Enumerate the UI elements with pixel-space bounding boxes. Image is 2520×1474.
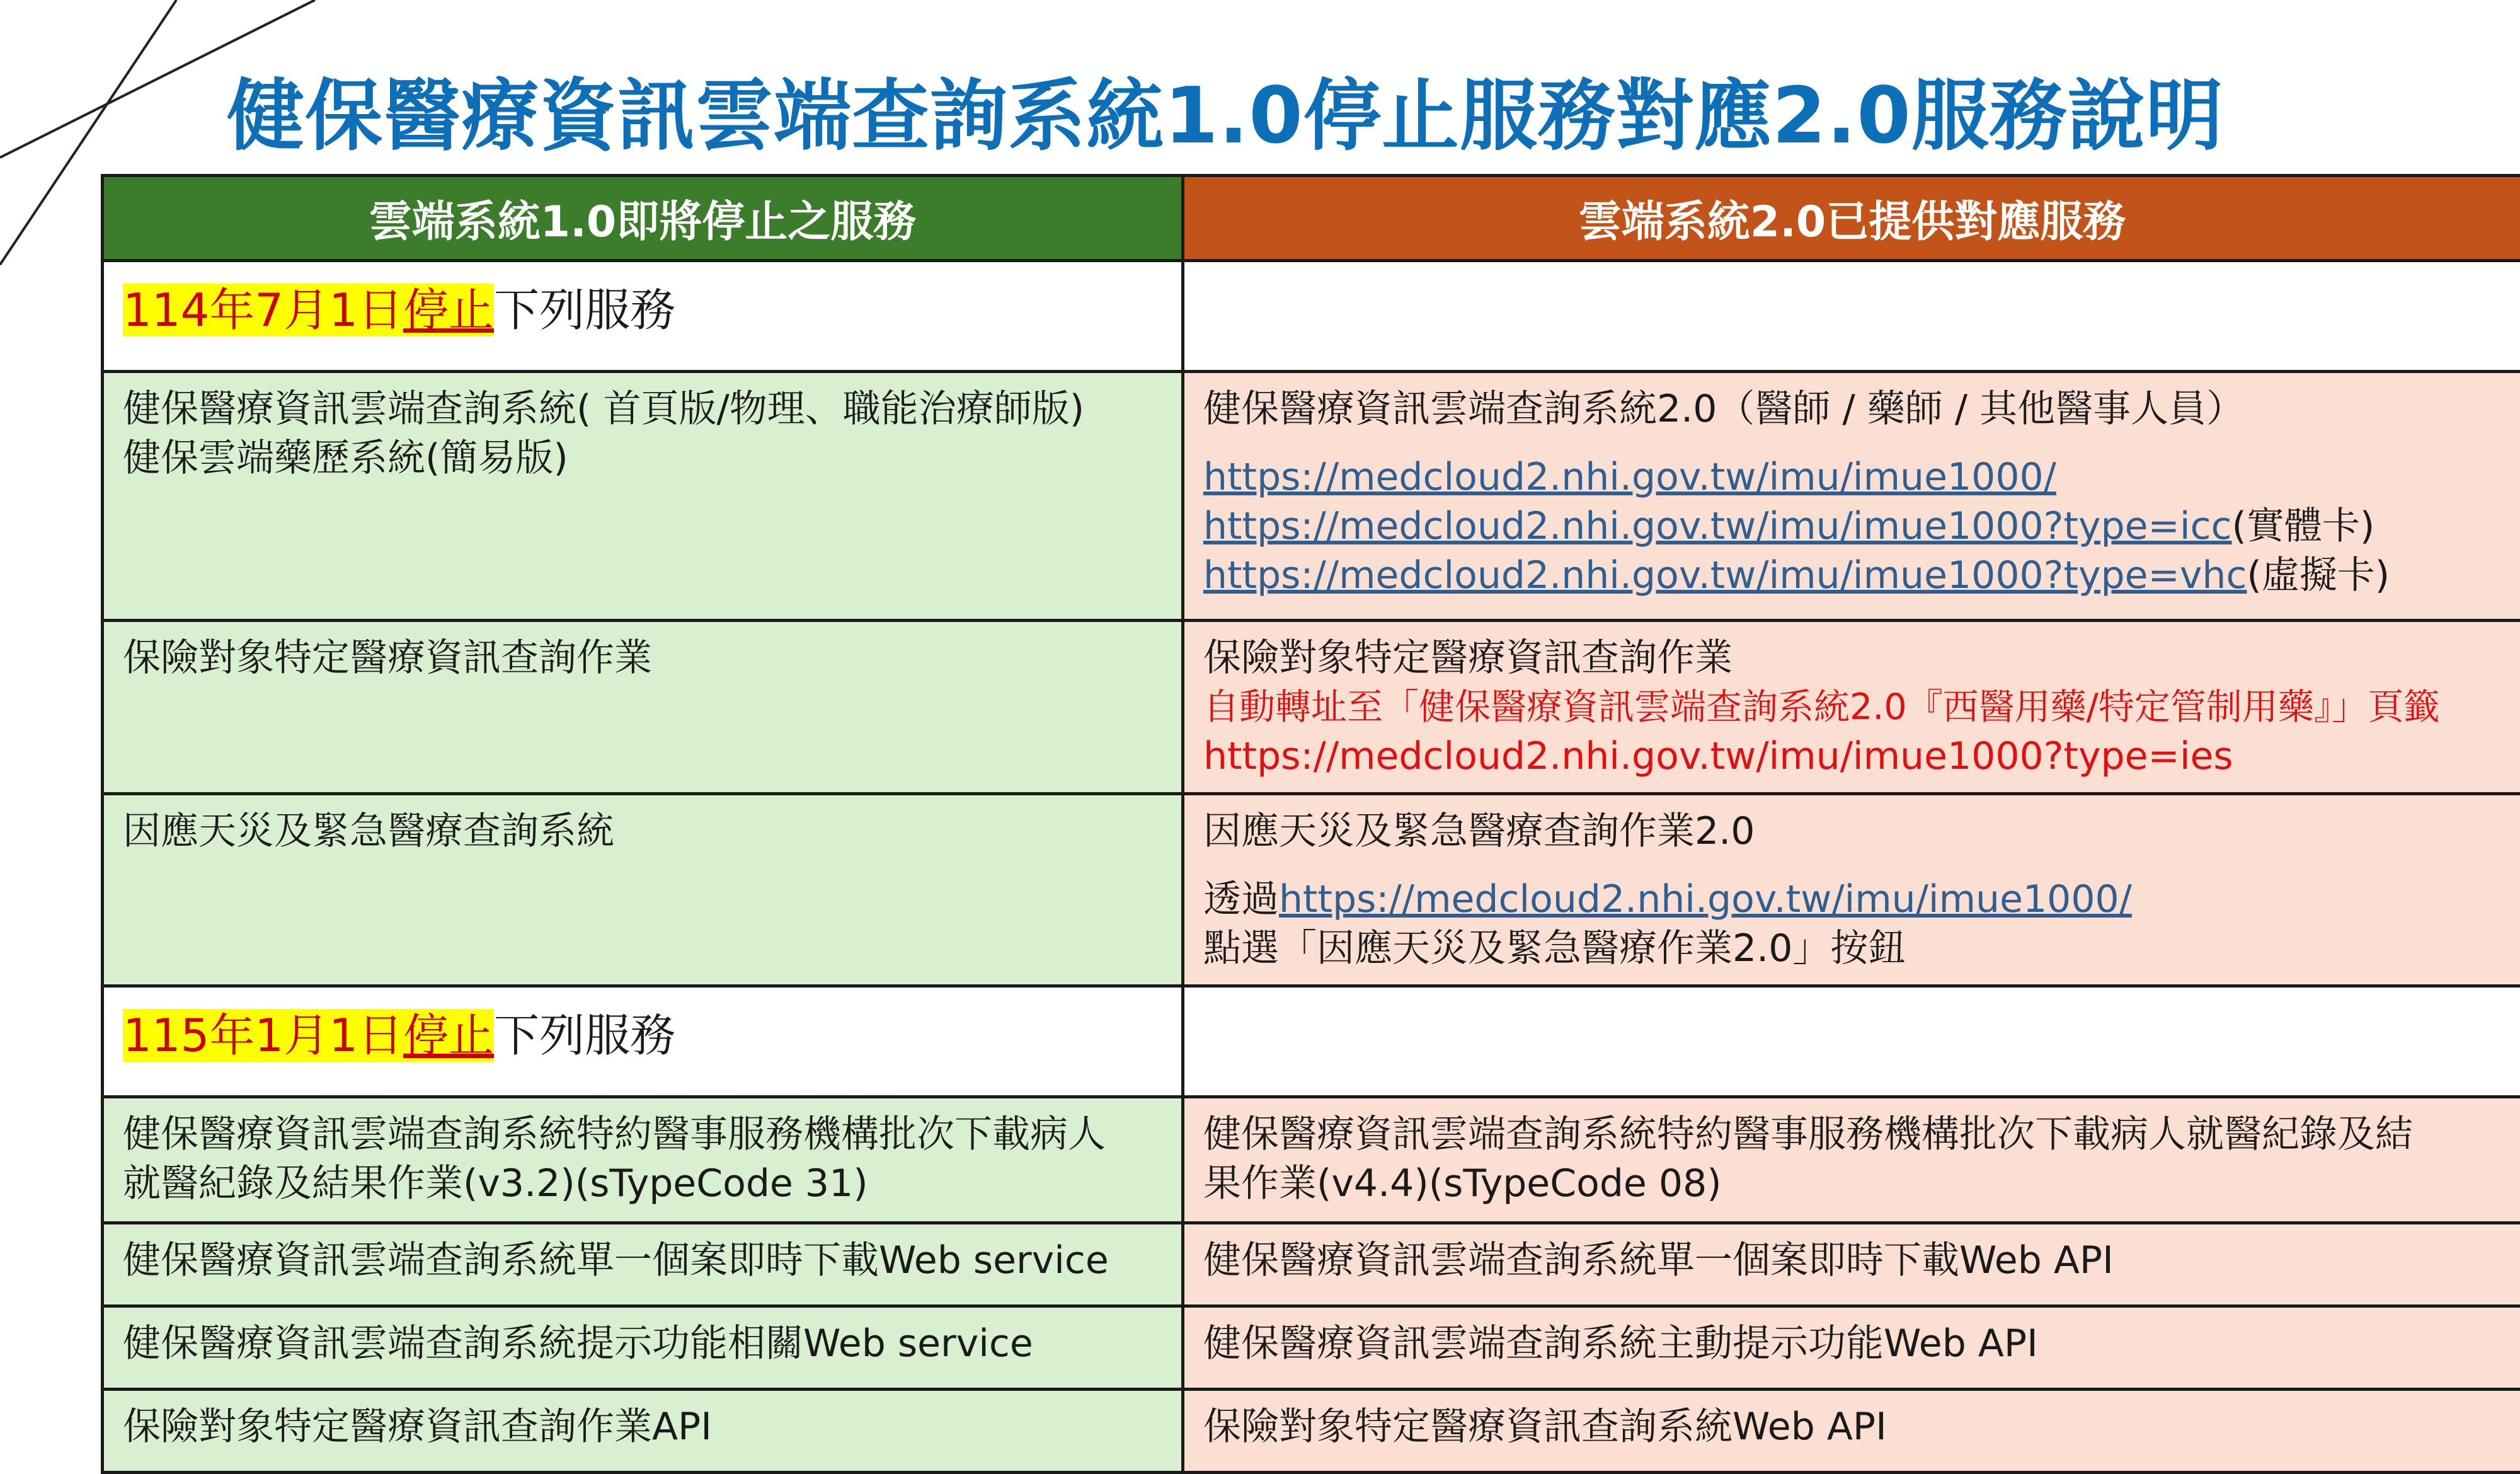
section-1-tail: 下列服務 <box>494 284 675 337</box>
row-3-right-line1: 因應天災及緊急醫療查詢作業2.0 <box>1203 807 2501 856</box>
header-right: 雲端系統2.0已提供對應服務 <box>1183 176 2520 261</box>
table-row <box>103 621 2520 794</box>
section-1-stop: 停止 <box>403 284 494 337</box>
page-title: 健保醫療資訊雲端查詢系統1.0停止服務對應2.0服務說明 <box>227 66 2318 167</box>
row-1-link-2[interactable]: https://medcloud2.nhi.gov.tw/imu/imue1000?type=icc <box>1203 504 2231 548</box>
row-1-left <box>103 372 1183 621</box>
row-4-left-line1: 健保醫療資訊雲端查詢系統特約醫事服務機構批次下載病人 <box>123 1110 1162 1159</box>
section-1-empty <box>1183 261 2520 372</box>
section-2-highlight <box>123 1009 494 1062</box>
row-6-right: 健保醫療資訊雲端查詢系統主動提示功能Web API <box>1183 1306 2520 1390</box>
row-5-right: 健保醫療資訊雲端查詢系統單一個案即時下載Web API <box>1183 1223 2520 1306</box>
service-mapping-table <box>101 174 2520 1474</box>
table-row <box>103 1390 2520 1473</box>
section-row-1 <box>103 261 2520 372</box>
table-row <box>103 794 2520 986</box>
row-4-right-line2: 果作業(v4.4)(sTypeCode 08) <box>1203 1159 2501 1208</box>
section-2-tail: 下列服務 <box>494 1009 675 1062</box>
row-2-redirect-note: 自動轉址至「健保醫療資訊雲端查詢系統2.0『西醫用藥/特定管制用藥』」頁籤 <box>1203 682 2501 732</box>
section-1-date: 114年7月1日 <box>123 284 403 337</box>
row-3-left-line1: 因應天災及緊急醫療查詢系統 <box>123 807 1162 856</box>
section-2-date: 115年1月1日 <box>123 1009 403 1062</box>
row-1-link-3[interactable]: https://medcloud2.nhi.gov.tw/imu/imue1000?type=vhc <box>1203 553 2247 597</box>
section-1-label <box>103 261 1183 372</box>
row-1-link-1[interactable]: https://medcloud2.nhi.gov.tw/imu/imue1000/ <box>1203 455 2056 499</box>
header-left: 雲端系統1.0即將停止之服務 <box>103 176 1183 261</box>
row-7-right: 保險對象特定醫療資訊查詢系統Web API <box>1183 1390 2520 1473</box>
section-2-label <box>103 986 1183 1097</box>
row-2-right <box>1183 621 2520 794</box>
row-1-left-line2: 健保雲端藥歷系統(簡易版) <box>123 434 1162 483</box>
table-row <box>103 372 2520 621</box>
row-4-left-line2: 就醫紀錄及結果作業(v3.2)(sTypeCode 31) <box>123 1159 1162 1208</box>
table-row <box>103 1097 2520 1223</box>
row-1-left-line1: 健保醫療資訊雲端查詢系統( 首頁版/物理、職能治療師版) <box>123 384 1162 434</box>
row-7-left: 保險對象特定醫療資訊查詢作業API <box>103 1390 1183 1473</box>
row-2-redirect-url[interactable]: https://medcloud2.nhi.gov.tw/imu/imue1000?type=ies <box>1203 732 2501 781</box>
table-header-row <box>103 176 2520 261</box>
table-row <box>103 1306 2520 1390</box>
row-4-right <box>1183 1097 2520 1223</box>
row-3-link[interactable]: https://medcloud2.nhi.gov.tw/imu/imue1000/ <box>1279 877 2132 921</box>
row-1-link-3-note: (虛擬卡) <box>2247 553 2390 597</box>
row-3-right <box>1183 794 2520 986</box>
row-4-right-line1: 健保醫療資訊雲端查詢系統特約醫事服務機構批次下載病人就醫紀錄及結 <box>1203 1110 2501 1159</box>
row-3-right-line3: 點選「因應天災及緊急醫療作業2.0」按鈕 <box>1203 924 2501 973</box>
row-2-left <box>103 621 1183 794</box>
section-2-stop: 停止 <box>403 1009 494 1062</box>
row-2-left-line1: 保險對象特定醫療資訊查詢作業 <box>123 633 1162 682</box>
section-1-highlight <box>123 284 494 337</box>
section-2-empty <box>1183 986 2520 1097</box>
row-1-link-2-note: (實體卡) <box>2231 504 2374 548</box>
row-3-prefix: 透過 <box>1203 877 1279 921</box>
row-2-right-line1: 保險對象特定醫療資訊查詢作業 <box>1203 633 2501 682</box>
row-4-left <box>103 1097 1183 1223</box>
row-6-left: 健保醫療資訊雲端查詢系統提示功能相關Web service <box>103 1306 1183 1390</box>
row-1-right <box>1183 372 2520 621</box>
row-5-left: 健保醫療資訊雲端查詢系統單一個案即時下載Web service <box>103 1223 1183 1306</box>
section-row-2 <box>103 986 2520 1097</box>
row-3-left <box>103 794 1183 986</box>
table-row <box>103 1223 2520 1306</box>
row-1-right-line1: 健保醫療資訊雲端查詢系統2.0（醫師 / 藥師 / 其他醫事人員） <box>1203 384 2501 434</box>
